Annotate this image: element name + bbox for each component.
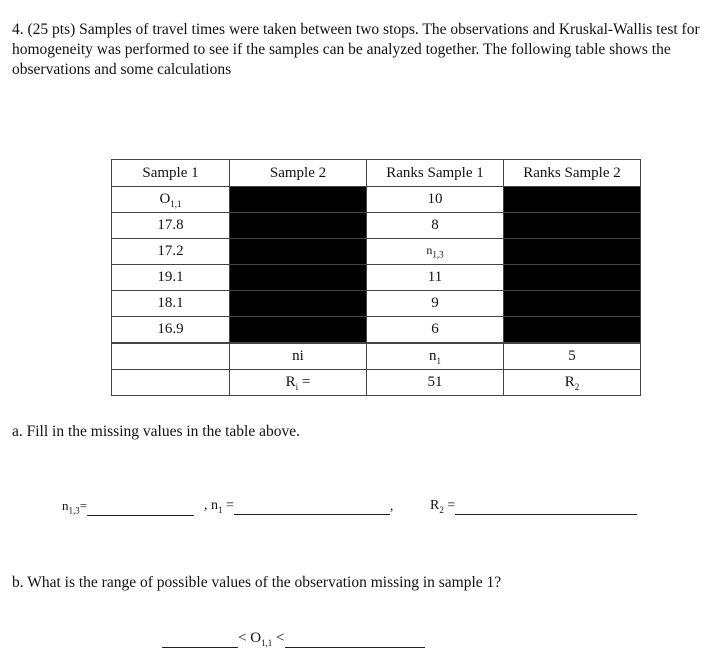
lower-bound-line[interactable]: [162, 633, 238, 648]
cell-sample-1: 19.1: [112, 265, 230, 291]
blacked-cell: [504, 291, 641, 317]
blacked-cell: [230, 265, 367, 291]
table-row-n: [112, 343, 641, 370]
blacked-cell: [230, 187, 367, 213]
cell-rank-1: 9: [367, 291, 504, 317]
problem-statement: 4. (25 pts) Samples of travel times were taken between two stops. The observations and Kruskal-Wallis test for homogeneity was performed to see if the samples can be analyzed together. The following table shows the observations and some calculations: [12, 21, 700, 78]
table-header-row: [112, 160, 641, 187]
blacked-cell: [230, 239, 367, 265]
cell-sample-1: 17.2: [112, 239, 230, 265]
cell-r2: $R_2$: [504, 370, 641, 396]
r2-label: $R_2$ =: [430, 498, 456, 515]
cell-rank-1: 10: [367, 187, 504, 213]
empty-cell: [112, 343, 230, 370]
table-row: [112, 265, 641, 291]
blacked-cell: [504, 213, 641, 239]
range-answer-row: [162, 630, 425, 648]
blacked-cell: [504, 187, 641, 213]
blacked-cell: [504, 239, 641, 265]
blacked-cell: [230, 213, 367, 239]
cell-sample-1: $O_{1,1}$: [112, 187, 230, 213]
cell-rank-1-n13: $n_{1,3}$: [367, 239, 504, 265]
cell-n2: 5: [504, 343, 641, 370]
header-ranks-sample-1: Ranks Sample 1: [367, 160, 504, 187]
cell-ri-label: $R_i$ =: [230, 370, 367, 396]
cell-rank-1: 8: [367, 213, 504, 239]
cell-sample-1: 18.1: [112, 291, 230, 317]
blacked-cell: [230, 291, 367, 317]
n1-label: , $n_1$ =: [204, 498, 234, 515]
table-row: [112, 187, 641, 213]
cell-sample-1: 16.9: [112, 317, 230, 344]
cell-ni-label: ni: [230, 343, 367, 370]
header-sample-1: Sample 1: [112, 160, 230, 187]
range-label: < $O_{1,1}$ <: [238, 630, 285, 648]
comma-separator: ,: [389, 498, 394, 514]
n1-answer-line[interactable]: [234, 500, 390, 515]
n13-answer-row: [62, 498, 194, 516]
cell-rank-1: 11: [367, 265, 504, 291]
blacked-cell: [504, 265, 641, 291]
part-b-question: b. What is the range of possible values of the observation missing in sample 1?: [12, 574, 502, 591]
table-row-r: [112, 370, 641, 396]
part-a-question: a. Fill in the missing values in the table above.: [12, 423, 300, 440]
r2-answer-row: [430, 498, 637, 515]
table-row: [112, 317, 641, 344]
header-sample-2: Sample 2: [230, 160, 367, 187]
table-row: [112, 239, 641, 265]
cell-rank-1: 6: [367, 317, 504, 344]
cell-r1: 51: [367, 370, 504, 396]
blacked-cell: [230, 317, 367, 344]
observations-table: [111, 159, 641, 396]
n13-answer-line[interactable]: [87, 501, 194, 516]
header-ranks-sample-2: Ranks Sample 2: [504, 160, 641, 187]
n1-answer-row: [204, 498, 393, 515]
table-row: [112, 291, 641, 317]
r2-answer-line[interactable]: [455, 500, 637, 515]
table-row: [112, 213, 641, 239]
upper-bound-line[interactable]: [285, 633, 425, 648]
blacked-cell: [504, 317, 641, 344]
n13-label: $n_{1,3}=$: [62, 498, 88, 516]
cell-sample-1: 17.8: [112, 213, 230, 239]
cell-n1: $n_1$: [367, 343, 504, 370]
empty-cell: [112, 370, 230, 396]
